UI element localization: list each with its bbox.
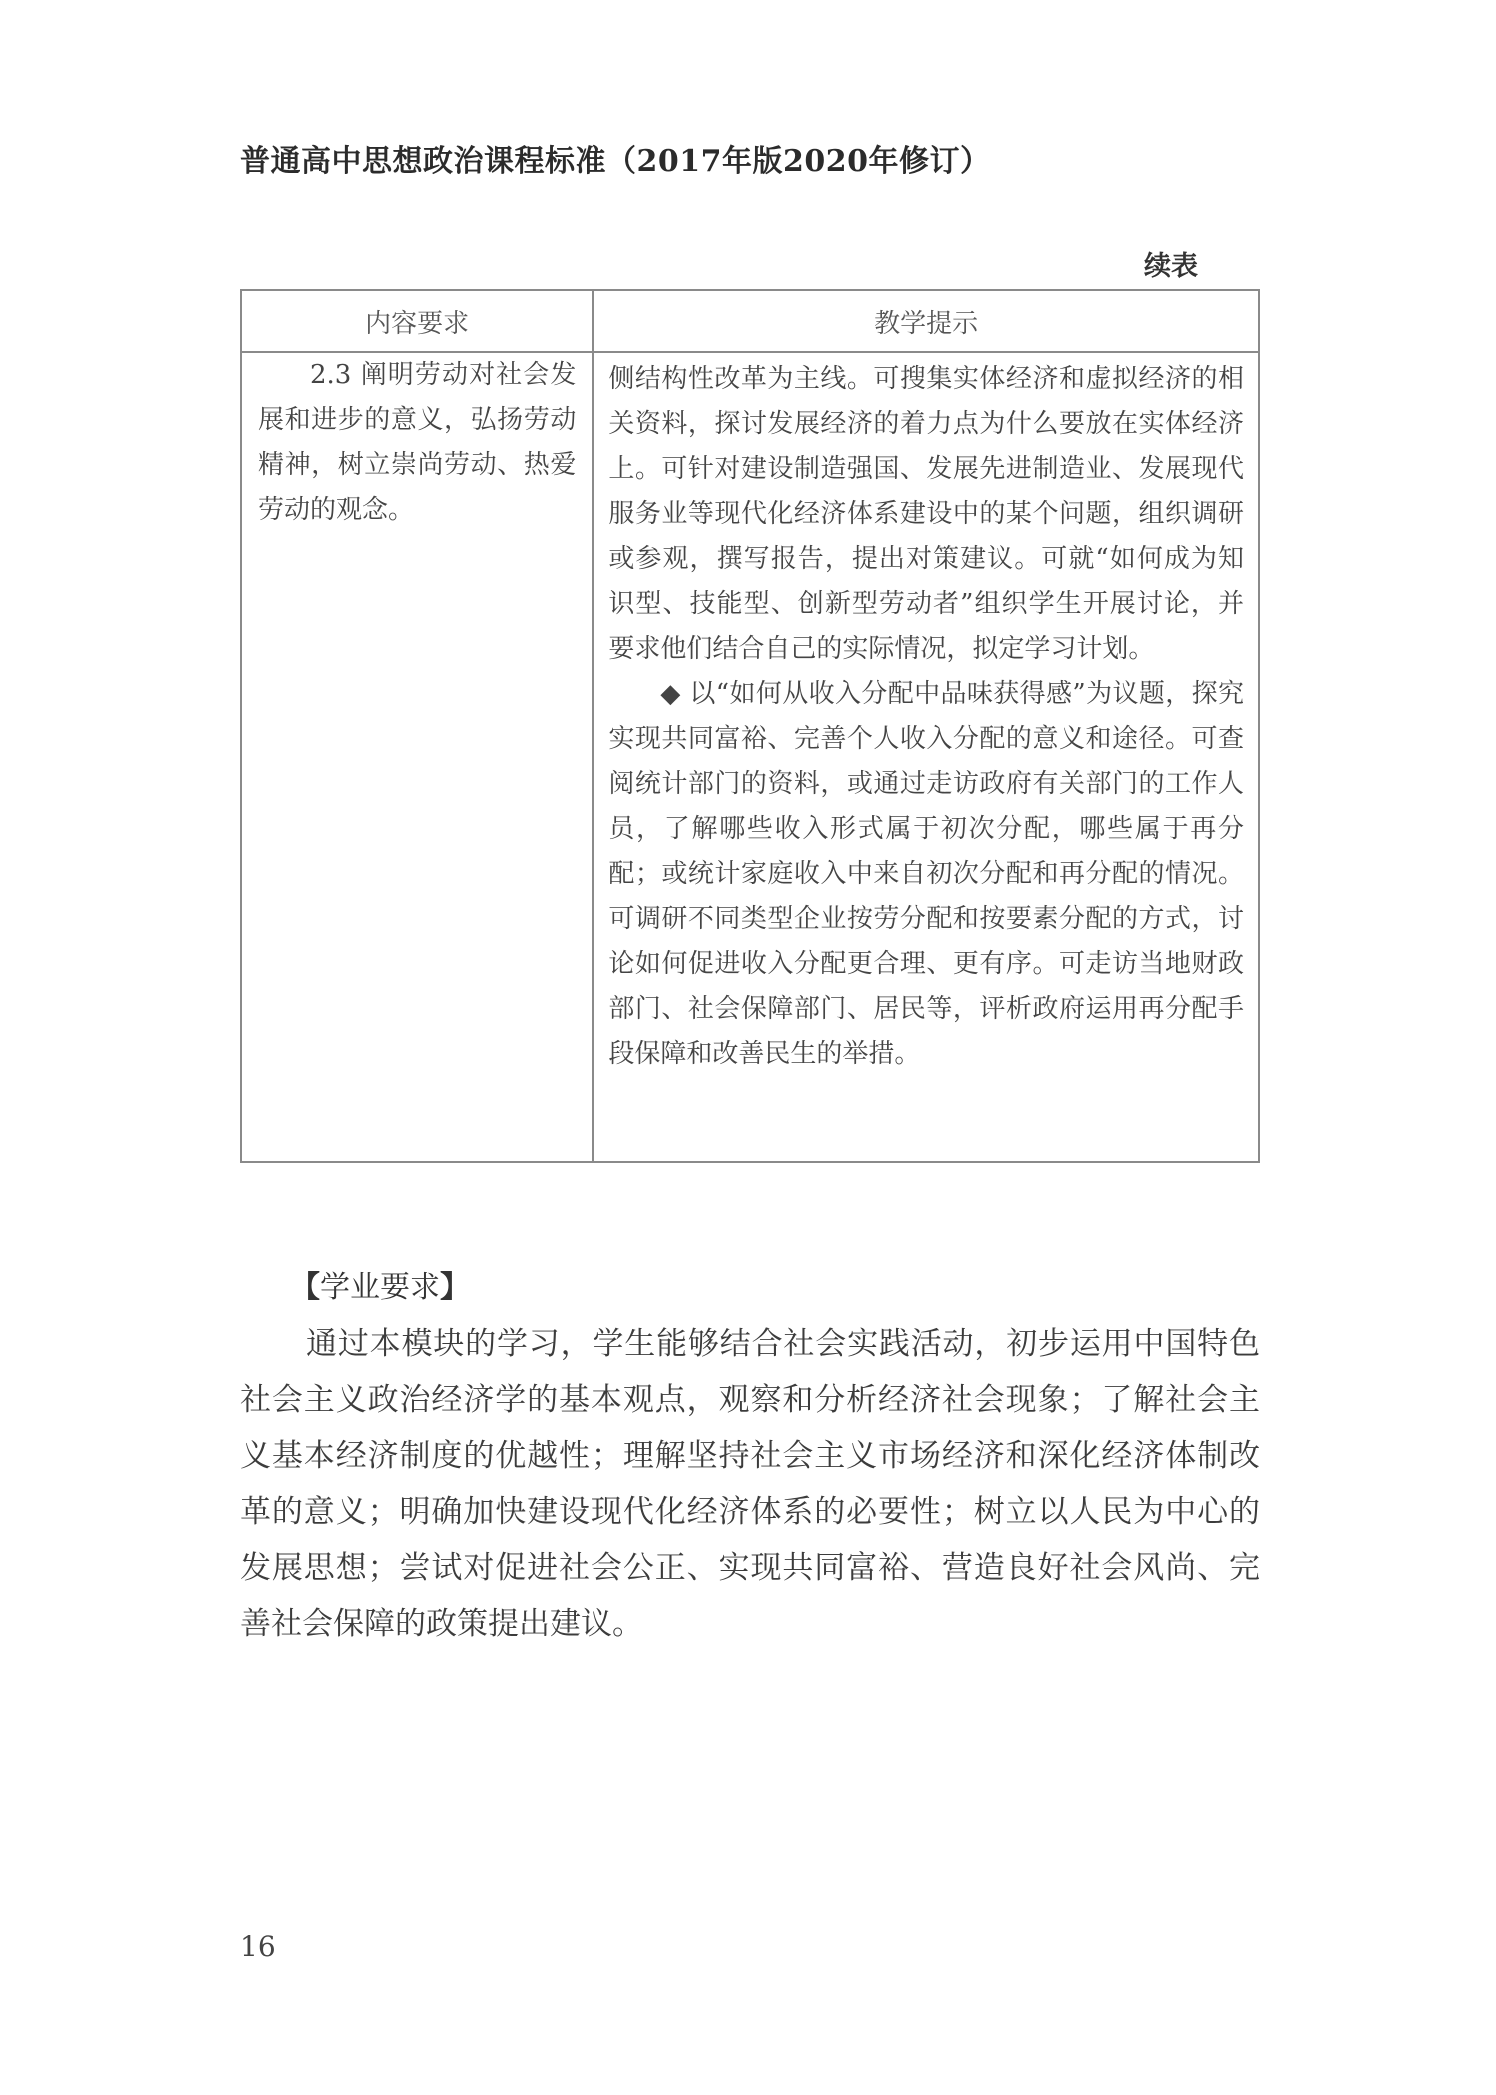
table-row	[241, 352, 1259, 1162]
content-requirement-cell	[241, 352, 593, 1162]
teaching-tip-bullet-paragraph	[608, 672, 1244, 1077]
bracket-open: 【	[290, 1270, 320, 1305]
column-header-content-requirements: 内容要求	[241, 290, 593, 352]
table-continued-label: 续表	[1144, 251, 1198, 282]
teaching-tip-paragraph-text: 以“如何从收入分配中品味获得感”为议题，探究实现共同富裕、完善个人收入分配的意义和途径。可查阅统计部门的资料，或通过走访政府有关部门的工作人员，了解哪些收入形式属于初次分配，哪些属于再分配；或统计家庭收入中来自初次分配和再分配的情况。可调研不同类型企业按劳分配和按要素分配的方式，讨论如何促进收入分配更合理、更有序。可走访当地财政部门、社会保障部门、居民等，评析政府运用再分配手段保障和改善民生的举措。	[608, 679, 1245, 1069]
table-header-row	[241, 290, 1259, 352]
column-header-teaching-tips: 教学提示	[593, 290, 1259, 352]
bracket-close: 】	[440, 1270, 470, 1305]
diamond-bullet-icon: ◆	[660, 679, 681, 709]
teaching-tips-cell	[593, 352, 1259, 1162]
curriculum-table	[240, 289, 1260, 1163]
requirement-text: 阐明劳动对社会发展和进步的意义，弘扬劳动精神，树立崇尚劳动、热爱劳动的观念。	[258, 360, 577, 525]
requirement-number: 2.3	[310, 360, 352, 390]
academic-requirements-body: 通过本模块的学习，学生能够结合社会实践活动，初步运用中国特色社会主义政治经济学的基本观点，观察和分析经济社会现象；了解社会主义基本经济制度的优越性；理解坚持社会主义市场经济和深化经济体制改革的意义；明确加快建设现代化经济体系的必要性；树立以人民为中心的发展思想；尝试对促进社会公正、实现共同富裕、营造良好社会风尚、完善社会保障的政策提出建议。	[240, 1326, 1260, 1642]
academic-requirements-heading	[290, 1262, 470, 1306]
academic-requirements-title: 学业要求	[320, 1270, 440, 1305]
running-header-title: 普通高中思想政治课程标准（2017年版2020年修订）	[240, 144, 991, 179]
page-number: 16	[240, 1930, 276, 1963]
teaching-tip-paragraph: 侧结构性改革为主线。可搜集实体经济和虚拟经济的相关资料，探讨发展经济的着力点为什么要放在实体经济上。可针对建设制造强国、发展先进制造业、发展现代服务业等现代化经济体系建设中的某个问题，组织调研或参观，撰写报告，提出对策建议。可就“如何成为知识型、技能型、创新型劳动者”组织学生开展讨论，并要求他们结合自己的实际情况，拟定学习计划。	[608, 364, 1244, 664]
